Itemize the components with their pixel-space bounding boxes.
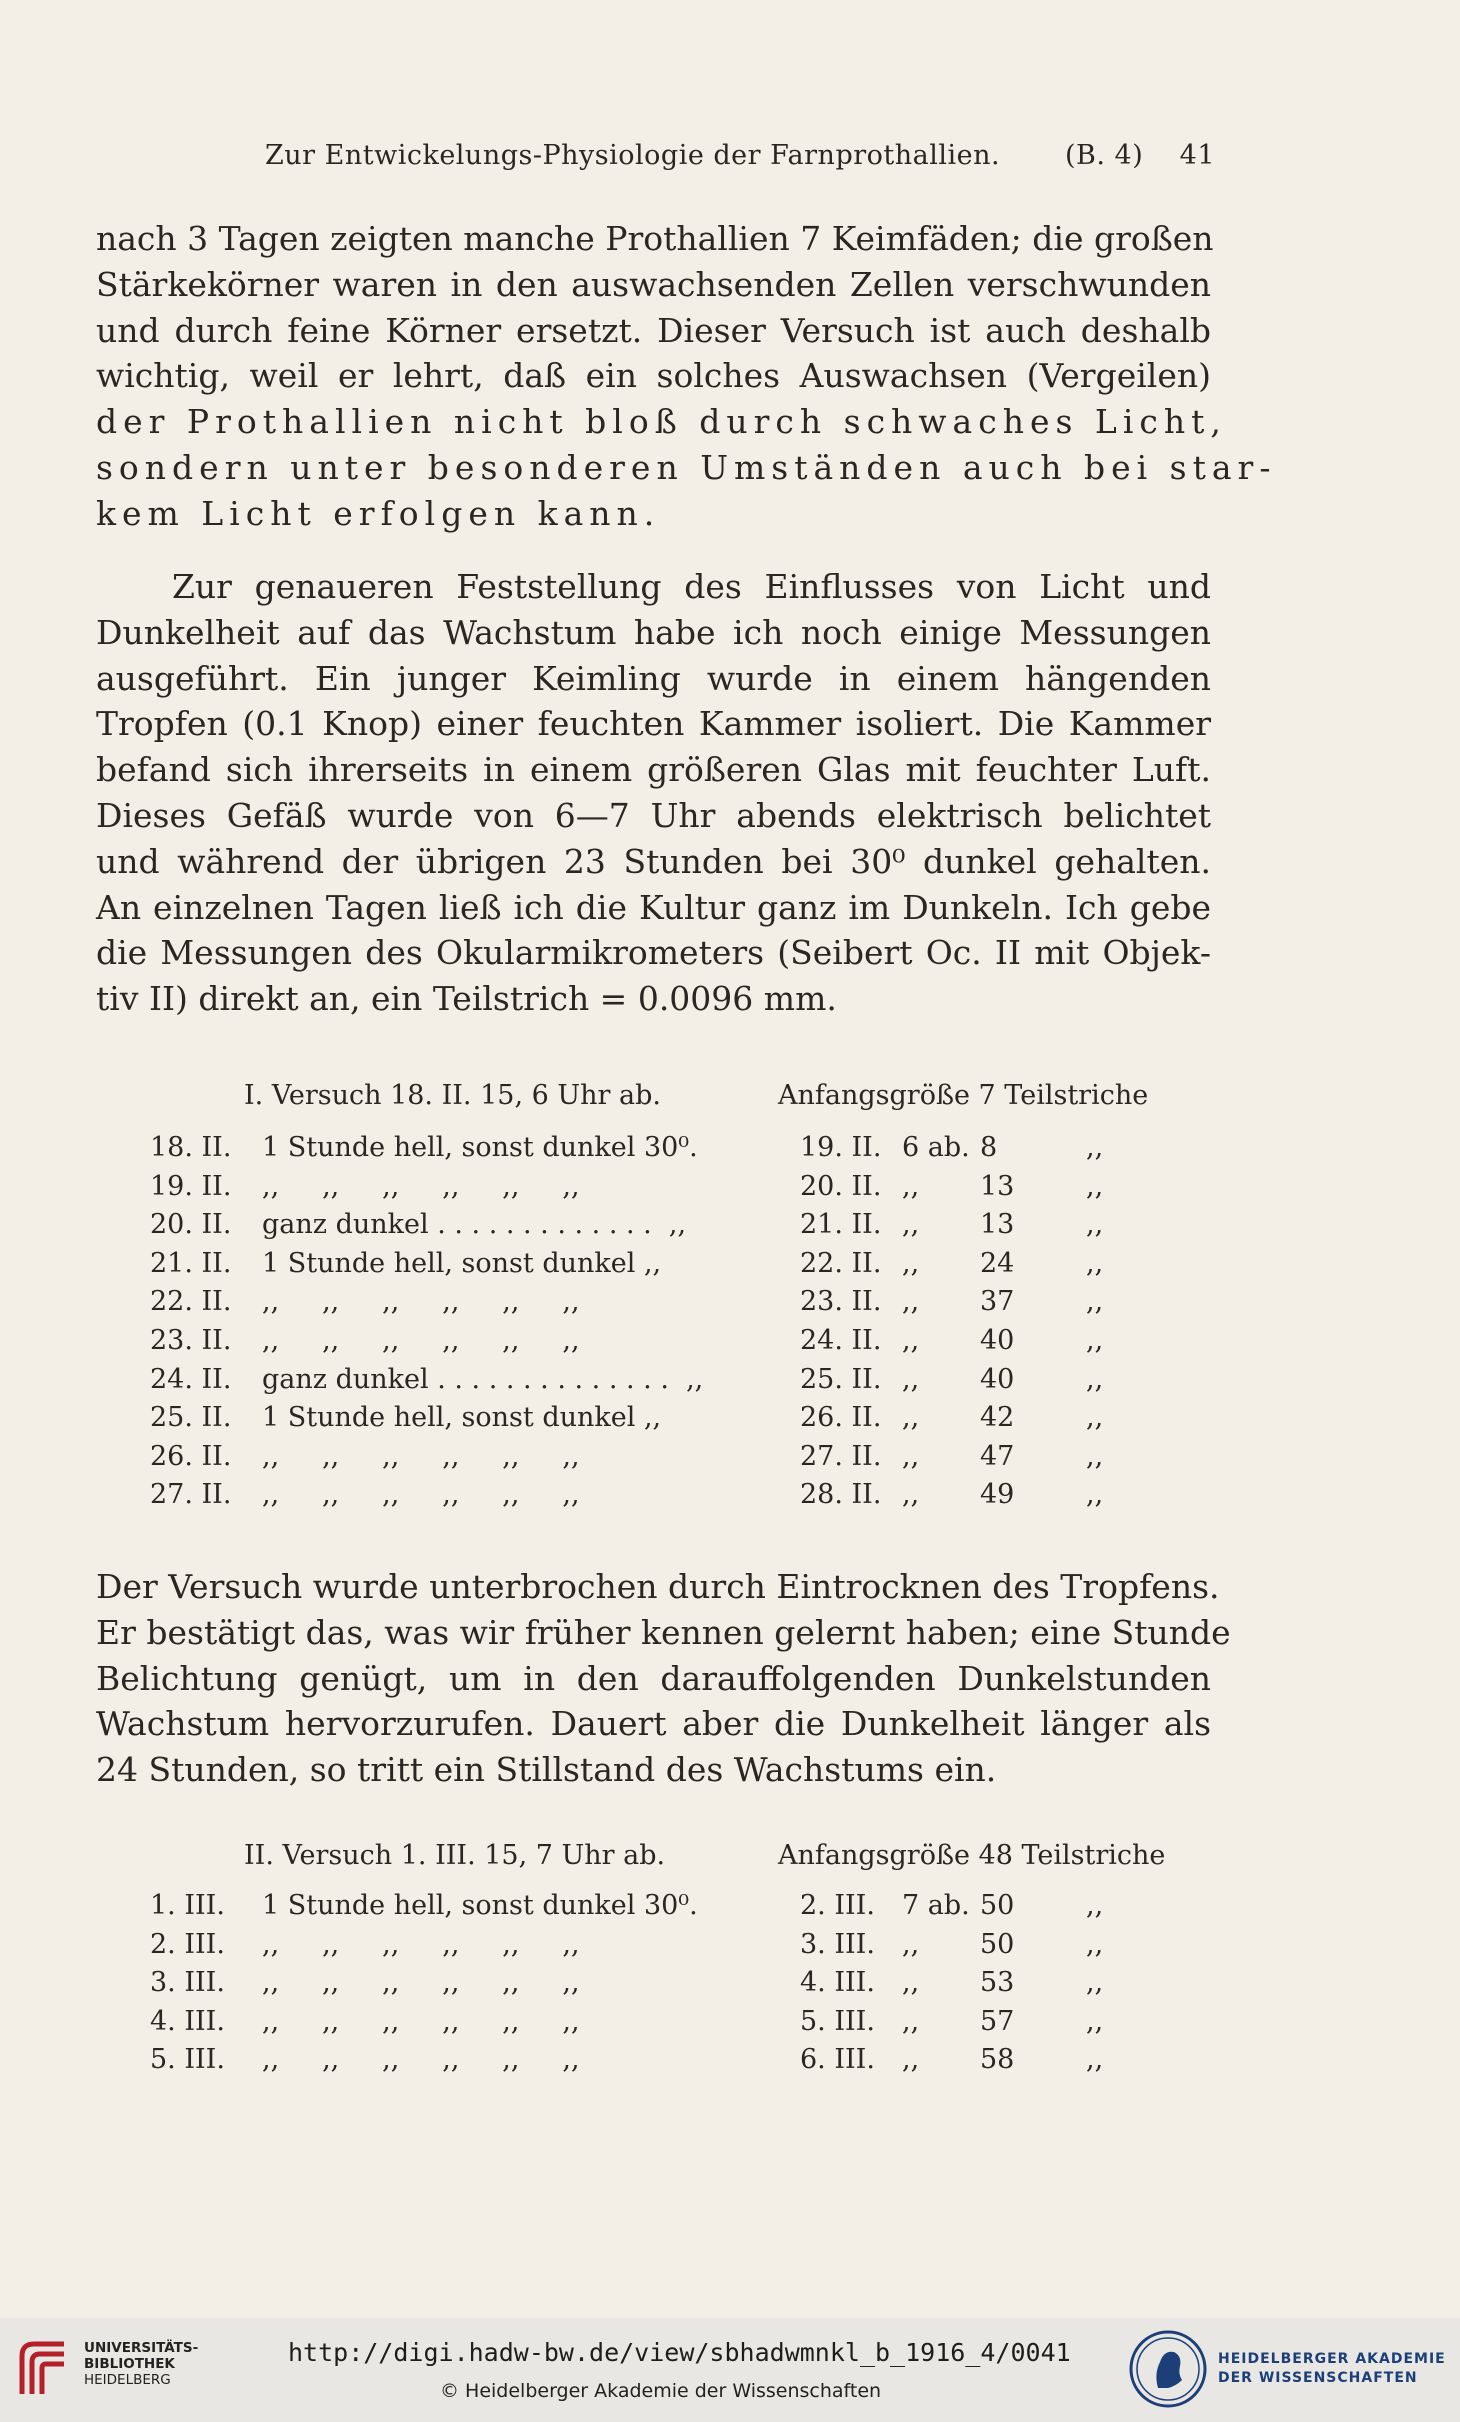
row-measure-date: 6. III. (800, 2044, 875, 2076)
row-date: 4. III. (150, 2005, 225, 2037)
text-line: ausgeführt. Ein junger Keimling wurde in einem hängenden (96, 658, 1211, 698)
row-unit: ,, (1086, 2005, 1104, 2037)
university-library-name (84, 2340, 198, 2388)
footer-bar (0, 2318, 1460, 2422)
row-measure-date: 19. II. (800, 1132, 882, 1163)
row-date: 26. II. (150, 1440, 232, 1472)
table-row (0, 1967, 1460, 2005)
row-unit: ,, (1086, 1209, 1104, 1241)
text-line: Stärkekörner waren in den auswachsenden Zellen verschwunden (96, 264, 1211, 304)
header-title: Zur Entwickelungs-Physiologie der Farnprothallien. (265, 140, 1001, 171)
table-caption-initial-size: Anfangsgröße 48 Teilstriche (778, 1840, 1166, 1871)
row-value: 53 (980, 1967, 1015, 1999)
text-line: 24 Stunden, so tritt ein Stillstand des Wachstums ein. (96, 1750, 997, 1790)
row-unit: ,, (1086, 1363, 1104, 1395)
row-value: 13 (980, 1170, 1015, 1202)
row-measure-date: 23. II. (800, 1286, 882, 1318)
row-value: 40 (980, 1363, 1015, 1395)
text-line: nach 3 Tagen zeigten manche Prothallien 7 Keimfäden; die großen (96, 219, 1214, 258)
row-condition: 1 Stunde hell, sonst dunkel ,, (262, 1247, 662, 1279)
library-line: UNIVERSITÄTS- (84, 2340, 199, 2356)
row-value: 24 (980, 1247, 1015, 1279)
library-city: HEIDELBERG (84, 2372, 171, 2388)
text-line: befand sich ihrerseits in einem größeren Glas mit feuchter Luft. (96, 750, 1211, 790)
university-library-logo-icon (14, 2336, 80, 2400)
table-caption: I. Versuch 18. II. 15, 6 Uhr ab. (244, 1080, 661, 1111)
row-date: 23. II. (150, 1325, 232, 1356)
table-row (0, 1890, 1460, 1928)
row-condition: 1 Stunde hell, sonst dunkel ,, (262, 1402, 662, 1434)
row-time: 6 ab. (902, 1132, 970, 1163)
row-time: ,, (902, 1967, 920, 1999)
row-date: 18. II. (150, 1132, 232, 1163)
paragraph-2 (96, 564, 1211, 1022)
row-date: 2. III. (150, 1928, 225, 1960)
row-date: 25. II. (150, 1402, 232, 1434)
library-line: BIBLIOTHEK (84, 2356, 175, 2372)
table-row (0, 1286, 1460, 1324)
running-header (265, 140, 1215, 184)
row-measure-date: 22. II. (800, 1247, 882, 1279)
academy-line: HEIDELBERGER AKADEMIE (1218, 2351, 1446, 2367)
permalink-url[interactable]: http://digi.hadw-bw.de/view/sbhadwmnkl_b_1916_4/0041 (288, 2338, 1071, 2367)
table-row (0, 1132, 1460, 1170)
row-time: ,, (902, 1247, 920, 1279)
row-unit: ,, (1086, 1247, 1104, 1279)
table-row (0, 1325, 1460, 1363)
row-value: 40 (980, 1325, 1015, 1356)
table-caption: II. Versuch 1. III. 15, 7 Uhr ab. (244, 1840, 666, 1871)
text-line: kem Licht erfolgen kann. (96, 493, 661, 533)
row-time: ,, (902, 1402, 920, 1434)
row-value: 13 (980, 1209, 1015, 1241)
row-condition: ,, ,, ,, ,, ,, ,, (262, 2005, 580, 2037)
row-time: ,, (902, 1479, 920, 1511)
row-condition: ,, ,, ,, ,, ,, ,, (262, 1479, 580, 1511)
row-unit: ,, (1086, 1325, 1104, 1356)
row-condition: ,, ,, ,, ,, ,, ,, (262, 1440, 580, 1472)
row-measure-date: 25. II. (800, 1363, 882, 1395)
row-measure-date: 3. III. (800, 1928, 875, 1960)
table-row (0, 2044, 1460, 2082)
row-time: ,, (902, 1209, 920, 1241)
row-condition: ,, ,, ,, ,, ,, ,, (262, 1170, 580, 1202)
row-time: 7 ab. (902, 1890, 970, 1921)
academy-seal-icon (1128, 2326, 1208, 2412)
row-measure-date: 24. II. (800, 1325, 882, 1356)
row-condition: ,, ,, ,, ,, ,, ,, (262, 1325, 580, 1356)
row-time: ,, (902, 1363, 920, 1395)
table-caption-initial-size: Anfangsgröße 7 Teilstriche (778, 1080, 1149, 1111)
row-value: 47 (980, 1440, 1015, 1472)
row-time: ,, (902, 2005, 920, 2037)
row-time: ,, (902, 1170, 920, 1202)
table-row (0, 1479, 1460, 1517)
row-time: ,, (902, 2044, 920, 2076)
row-measure-date: 27. II. (800, 1440, 882, 1472)
row-measure-date: 20. II. (800, 1170, 882, 1202)
text-line: Der Versuch wurde unterbrochen durch Eintrocknen des Tropfens. (96, 1567, 1220, 1606)
text-line: und während der übrigen 23 Stunden bei 30⁰ dunkel gehalten. (96, 841, 1211, 881)
paragraph-3 (96, 1564, 1231, 1793)
table-row (0, 1209, 1460, 1247)
table-row (0, 1441, 1460, 1479)
text-line: Dieses Gefäß wurde von 6—7 Uhr abends elektrisch belichtet (96, 795, 1211, 835)
row-unit: ,, (1086, 1967, 1104, 1999)
row-date: 27. II. (150, 1479, 232, 1511)
row-value: 50 (980, 1890, 1015, 1921)
row-measure-date: 21. II. (800, 1209, 882, 1241)
row-unit: ,, (1086, 1286, 1104, 1318)
text-line: Zur genaueren Feststellung des Einflusses von Licht und (172, 567, 1211, 606)
row-condition: ,, ,, ,, ,, ,, ,, (262, 1967, 580, 1999)
row-date: 22. II. (150, 1286, 232, 1318)
row-condition: ganz dunkel . . . . . . . . . . . . . . ,, (262, 1363, 704, 1395)
row-date: 19. II. (150, 1170, 232, 1202)
text-line: und durch feine Körner ersetzt. Dieser Versuch ist auch deshalb (96, 310, 1211, 350)
paragraph-1 (96, 216, 1277, 537)
header-section: (B. 4) (1065, 140, 1144, 171)
row-value: 8 (980, 1132, 998, 1163)
row-date: 24. II. (150, 1363, 232, 1395)
row-date: 5. III. (150, 2044, 225, 2076)
row-unit: ,, (1086, 1928, 1104, 1960)
table-row (0, 1402, 1460, 1440)
text-line: wichtig, weil er lehrt, daß ein solches Auswachsen (Vergeilen) (96, 356, 1211, 396)
row-date: 3. III. (150, 1967, 225, 1999)
row-unit: ,, (1086, 1479, 1104, 1511)
row-condition: ganz dunkel . . . . . . . . . . . . . ,, (262, 1209, 687, 1241)
row-condition: 1 Stunde hell, sonst dunkel 30⁰. (262, 1890, 698, 1921)
row-value: 42 (980, 1402, 1015, 1434)
text-line: Er bestätigt das, was wir früher kennen gelernt haben; eine Stunde (96, 1612, 1231, 1652)
table-row (0, 1171, 1460, 1209)
text-line: die Messungen des Okularmikrometers (Seibert Oc. II mit Objek- (96, 933, 1211, 973)
text-line: Tropfen (0.1 Knop) einer feuchten Kammer isoliert. Die Kammer (96, 704, 1211, 744)
academy-line: DER WISSENSCHAFTEN (1218, 2370, 1418, 2386)
row-value: 58 (980, 2044, 1015, 2076)
text-line: Wachstum hervorzurufen. Dauert aber die Dunkelheit länger als (96, 1704, 1211, 1744)
text-line: der Prothallien nicht bloß durch schwaches Licht, (96, 402, 1227, 442)
row-time: ,, (902, 1325, 920, 1356)
row-unit: ,, (1086, 1440, 1104, 1472)
row-unit: ,, (1086, 2044, 1104, 2076)
table-row (0, 1364, 1460, 1402)
text-line: sondern unter besonderen Umständen auch bei star- (96, 447, 1277, 487)
row-time: ,, (902, 1928, 920, 1960)
row-time: ,, (902, 1440, 920, 1472)
row-unit: ,, (1086, 1402, 1104, 1434)
copyright-notice: © Heidelberger Akademie der Wissenschaften (440, 2380, 882, 2402)
row-value: 49 (980, 1479, 1015, 1511)
row-measure-date: 4. III. (800, 1967, 875, 1999)
row-date: 20. II. (150, 1209, 232, 1241)
text-line: An einzelnen Tagen ließ ich die Kultur ganz im Dunkeln. Ich gebe (96, 887, 1211, 927)
row-date: 1. III. (150, 1890, 225, 1921)
row-value: 50 (980, 1928, 1015, 1960)
table-row (0, 1929, 1460, 1967)
row-condition: ,, ,, ,, ,, ,, ,, (262, 1286, 580, 1318)
page-number: 41 (1179, 140, 1215, 171)
row-condition: ,, ,, ,, ,, ,, ,, (262, 1928, 580, 1960)
table-row (0, 2006, 1460, 2044)
academy-name (1218, 2350, 1446, 2388)
row-unit: ,, (1086, 1890, 1104, 1921)
row-condition: ,, ,, ,, ,, ,, ,, (262, 2044, 580, 2076)
row-measure-date: 26. II. (800, 1402, 882, 1434)
row-date: 21. II. (150, 1247, 232, 1279)
row-value: 57 (980, 2005, 1015, 2037)
row-condition: 1 Stunde hell, sonst dunkel 30⁰. (262, 1132, 698, 1163)
text-line: tiv II) direkt an, ein Teilstrich = 0.0096 mm. (96, 979, 837, 1019)
table-row (0, 1248, 1460, 1286)
row-value: 37 (980, 1286, 1015, 1318)
row-unit: ,, (1086, 1132, 1104, 1163)
row-measure-date: 2. III. (800, 1890, 875, 1921)
text-line: Belichtung genügt, um in den darauffolgenden Dunkelstunden (96, 1658, 1211, 1698)
row-measure-date: 5. III. (800, 2005, 875, 2037)
text-line: Dunkelheit auf das Wachstum habe ich noch einige Messungen (96, 612, 1211, 652)
row-unit: ,, (1086, 1170, 1104, 1202)
row-time: ,, (902, 1286, 920, 1318)
row-measure-date: 28. II. (800, 1479, 882, 1511)
